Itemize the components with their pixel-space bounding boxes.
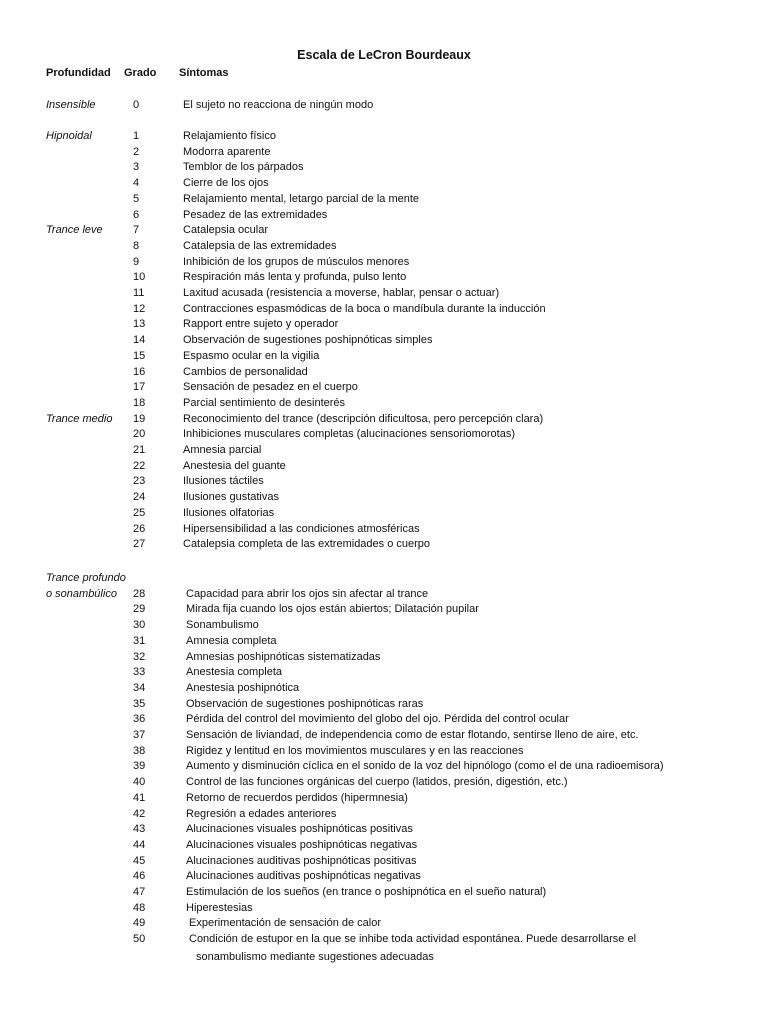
grade-cell: 14	[133, 334, 146, 347]
table-row	[0, 160, 768, 176]
table-row	[0, 854, 768, 870]
symptom-cell: Relajamiento físico	[183, 130, 276, 142]
symptom-cell: Ilusiones táctiles	[183, 475, 264, 488]
grade-cell: 7	[133, 224, 140, 237]
table-row	[0, 349, 768, 365]
grade-cell: 9	[133, 255, 140, 268]
table-row	[0, 459, 768, 475]
symptom-cell: Estimulación de los sueños (en trance o poshipnótica en el sueño natural)	[186, 886, 547, 898]
grade-cell: 26	[133, 522, 146, 535]
table-row	[0, 145, 768, 161]
table-row	[0, 537, 768, 553]
depth-cell: Insensible	[46, 98, 96, 111]
column-header-depth: Profundidad	[46, 67, 111, 79]
symptom-cell: Ilusiones gustativas	[183, 491, 279, 504]
grade-cell: 38	[133, 744, 146, 757]
table-row	[0, 744, 768, 760]
grade-cell: 6	[133, 208, 140, 221]
symptom-cell: Control de las funciones orgánicas del cuerpo (latidos, presión, digestión, etc.)	[186, 776, 568, 789]
depth-cell: Trance leve	[46, 224, 103, 237]
grade-cell: 30	[133, 619, 146, 632]
symptom-cell: Temblor de los párpados	[183, 161, 304, 174]
table-row	[0, 98, 768, 114]
grade-cell: 32	[133, 650, 146, 663]
grade-cell: 49	[133, 917, 146, 930]
grade-cell: 18	[133, 396, 146, 409]
symptom-cell: Alucinaciones visuales poshipnóticas positivas	[186, 823, 413, 836]
symptom-cell: Anestesia poshipnótica	[186, 681, 300, 694]
symptom-cell: Anestesia del guante	[183, 459, 286, 472]
grade-cell: 47	[133, 886, 146, 898]
table-row	[0, 791, 768, 807]
grade-cell: 35	[133, 697, 146, 710]
symptom-cell: El sujeto no reacciona de ningún modo	[183, 98, 374, 111]
table-row	[0, 587, 768, 603]
table-row	[0, 239, 768, 255]
table-row	[0, 681, 768, 697]
depth-label-deep-line1: Trance profundo	[46, 572, 126, 584]
symptom-cell: Experimentación de sensación de calor	[189, 917, 382, 930]
symptom-cell: Capacidad para abrir los ojos sin afectar al trance	[186, 587, 429, 600]
grade-cell: 15	[133, 349, 146, 362]
depth-cell: Trance medio	[46, 412, 113, 425]
symptom-cell: Reconocimiento del trance (descripción dificultosa, pero percepción clara)	[183, 412, 544, 425]
table-row	[0, 474, 768, 490]
symptom-continuation: sonambulismo mediante sugestiones adecuadas	[196, 950, 434, 963]
grade-cell: 43	[133, 823, 146, 836]
depth-cell: Hipnoidal	[46, 130, 92, 142]
table-row	[0, 932, 768, 948]
table-row	[0, 302, 768, 318]
table-row	[0, 522, 768, 538]
grade-cell: 2	[133, 145, 140, 158]
grade-cell: 19	[133, 412, 146, 425]
table-row	[0, 634, 768, 650]
grade-cell: 17	[133, 381, 146, 394]
document-title: Escala de LeCron Bourdeaux	[297, 48, 471, 62]
grade-cell: 48	[133, 901, 146, 914]
symptom-cell: Aumento y disminución cíclica en el sonido de la voz del hipnólogo (como el de una radioemisora)	[186, 760, 664, 773]
symptom-cell: Anestesia completa	[186, 666, 282, 679]
grade-cell: 4	[133, 177, 140, 190]
symptom-cell: Pesadez de las extremidades	[183, 208, 328, 221]
grade-cell: 11	[133, 287, 145, 299]
table-row	[0, 255, 768, 271]
symptom-cell: Pérdida del control del movimiento del globo del ojo. Pérdida del control ocular	[186, 713, 569, 726]
symptom-cell: Sensación de liviandad, de independencia como de estar flotando, sentirse lleno de aire, etc.	[186, 729, 639, 741]
table-row	[0, 223, 768, 239]
grade-cell: 21	[133, 444, 146, 456]
table-row	[0, 396, 768, 412]
table-row	[0, 602, 768, 618]
symptom-cell: Hiperestesias	[186, 901, 253, 914]
table-row	[0, 807, 768, 823]
symptom-cell: Mirada fija cuando los ojos están abiertos; Dilatación pupilar	[186, 603, 479, 616]
column-header-grade: Grado	[124, 67, 157, 79]
grade-cell: 8	[133, 239, 140, 252]
table-row	[0, 317, 768, 333]
table-row	[0, 208, 768, 224]
grade-cell: 45	[133, 854, 146, 867]
table-row	[0, 759, 768, 775]
symptom-cell: Hipersensibilidad a las condiciones atmosféricas	[183, 522, 420, 535]
grade-cell: 20	[133, 428, 146, 441]
column-header-symptoms: Síntomas	[179, 67, 229, 79]
grade-cell: 29	[133, 603, 146, 616]
table-row	[0, 697, 768, 713]
symptom-cell: Catalepsia de las extremidades	[183, 239, 337, 252]
grade-cell: 13	[133, 318, 146, 331]
table-row	[0, 286, 768, 302]
symptom-cell: Respiración más lenta y profunda, pulso lento	[183, 271, 407, 284]
symptom-cell: Alucinaciones auditivas poshipnóticas negativas	[186, 870, 421, 883]
symptom-cell: Sensación de pesadez en el cuerpo	[183, 381, 358, 394]
grade-cell: 16	[133, 365, 146, 378]
grade-cell: 0	[133, 98, 140, 111]
symptom-cell: Parcial sentimiento de desinterés	[183, 396, 346, 409]
table-row	[0, 712, 768, 728]
table-row	[0, 618, 768, 634]
symptom-cell: Ilusiones olfatorias	[183, 506, 275, 519]
table-row	[0, 650, 768, 666]
symptom-cell: Observación de sugestiones poshipnóticas raras	[186, 697, 424, 710]
symptom-cell: Laxitud acusada (resistencia a moverse, hablar, pensar o actuar)	[183, 287, 500, 299]
symptom-cell: Alucinaciones visuales poshipnóticas negativas	[186, 838, 418, 851]
table-row	[0, 822, 768, 838]
table-row	[0, 129, 768, 145]
grade-cell: 22	[133, 459, 146, 472]
grade-cell: 46	[133, 870, 146, 883]
grade-cell: 44	[133, 838, 146, 851]
symptom-cell: Alucinaciones auditivas poshipnóticas positivas	[186, 854, 417, 867]
symptom-cell: Inhibición de los grupos de músculos menores	[183, 255, 410, 268]
grade-cell: 5	[133, 192, 140, 205]
symptom-cell: Modorra aparente	[183, 145, 271, 158]
table-row	[0, 728, 768, 744]
table-row	[0, 427, 768, 443]
grade-cell: 34	[133, 681, 146, 694]
grade-cell: 40	[133, 776, 146, 789]
symptom-cell: Contracciones espasmódicas de la boca o mandíbula durante la inducción	[183, 302, 546, 315]
grade-cell: 12	[133, 302, 146, 315]
table-row	[0, 176, 768, 192]
table-row	[0, 270, 768, 286]
symptom-cell: Retorno de recuerdos perdidos (hipermnesia)	[186, 791, 408, 804]
grade-cell: 41	[133, 791, 146, 804]
table-row	[0, 901, 768, 917]
table-row	[0, 380, 768, 396]
table-row	[0, 506, 768, 522]
symptom-cell: Amnesias poshipnóticas sistematizadas	[186, 650, 381, 663]
symptom-cell: Cambios de personalidad	[183, 365, 308, 378]
symptom-cell: Catalepsia ocular	[183, 224, 268, 237]
table-row	[0, 916, 768, 932]
grade-cell: 36	[133, 713, 146, 726]
grade-cell: 31	[133, 634, 146, 647]
grade-cell: 37	[133, 729, 146, 741]
grade-cell: 42	[133, 807, 146, 820]
grade-cell: 1	[133, 130, 140, 142]
symptom-cell: Cierre de los ojos	[183, 177, 269, 190]
grade-cell: 3	[133, 161, 140, 174]
table-row	[0, 412, 768, 428]
grade-cell: 10	[133, 271, 146, 284]
symptom-cell: Rapport entre sujeto y operador	[183, 318, 339, 331]
grade-cell: 25	[133, 506, 146, 519]
table-row	[0, 365, 768, 381]
symptom-cell: Regresión a edades anteriores	[186, 807, 337, 820]
symptom-cell: Relajamiento mental, letargo parcial de la mente	[183, 192, 420, 205]
grade-cell: 24	[133, 491, 146, 504]
grade-cell: 23	[133, 475, 146, 488]
depth-label-deep-line2: o sonambúlico	[46, 587, 117, 600]
table-row	[0, 490, 768, 506]
symptom-cell: Rigidez y lentitud en los movimientos musculares y en las reacciones	[186, 744, 524, 757]
symptom-cell: Condición de estupor en la que se inhibe toda actividad espontánea. Puede desarrollarse el	[189, 933, 637, 946]
symptom-cell: Observación de sugestiones poshipnóticas simples	[183, 334, 433, 347]
symptom-cell: Espasmo ocular en la vigilia	[183, 349, 320, 362]
symptom-cell: Sonambulismo	[186, 619, 259, 632]
grade-cell: 27	[133, 538, 146, 551]
table-row	[0, 775, 768, 791]
symptom-cell: Catalepsia completa de las extremidades o cuerpo	[183, 538, 431, 551]
grade-cell: 50	[133, 933, 146, 946]
table-row	[0, 443, 768, 459]
grade-cell: 33	[133, 666, 146, 679]
symptom-cell: Inhibiciones musculares completas (alucinaciones sensoriomorotas)	[183, 428, 515, 441]
table-row	[0, 333, 768, 349]
symptom-cell: Amnesia parcial	[183, 444, 262, 456]
table-row	[0, 869, 768, 885]
table-row	[0, 665, 768, 681]
grade-cell: 39	[133, 760, 146, 773]
table-row	[0, 838, 768, 854]
table-row	[0, 192, 768, 208]
grade-cell: 28	[133, 587, 146, 600]
table-row	[0, 885, 768, 901]
symptom-cell: Amnesia completa	[186, 634, 277, 647]
